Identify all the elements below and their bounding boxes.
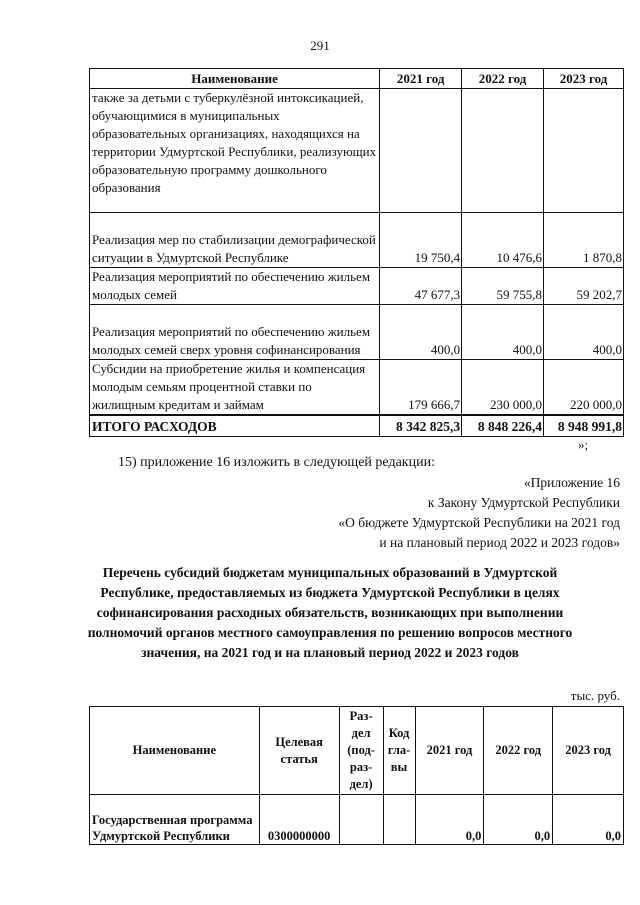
row-value-2023 bbox=[544, 89, 624, 213]
header-2023: 2023 год bbox=[544, 69, 624, 89]
row-value-2021: 47 677,3 bbox=[380, 268, 462, 305]
row-value-2021 bbox=[380, 89, 462, 213]
table-row bbox=[90, 268, 624, 305]
row-value-2023: 0,0 bbox=[553, 795, 624, 845]
units-label: тыс. руб. bbox=[570, 688, 620, 703]
total-2023: 8 948 991,8 bbox=[544, 415, 624, 436]
row-chapter-code bbox=[383, 795, 415, 845]
header-2022: 2022 год bbox=[462, 69, 544, 89]
document-heading: Перечень субсидий бюджетам муниципальных образований в Удмуртской Республике, предоставляемых из бюджета Удмуртской Республики в целях софинансирования расходных обязательств, возникающих при выполнении полномочий органов местного самоуправления по решению вопросов местного значения, на 2021 год и на плановый период 2022 и 2023 годов bbox=[87, 565, 573, 660]
appendix-line-1: «Приложение 16 bbox=[523, 475, 620, 490]
header-2023: 2023 год bbox=[553, 707, 624, 795]
table-header-row bbox=[90, 707, 624, 795]
header-2021: 2021 год bbox=[380, 69, 462, 89]
closing-quote: »; bbox=[578, 437, 589, 452]
row-section bbox=[339, 795, 383, 845]
table-row bbox=[90, 360, 624, 416]
row-target-article: 0300000000 bbox=[259, 795, 339, 845]
row-value-2023: 400,0 bbox=[544, 305, 624, 360]
row-value-2023: 1 870,8 bbox=[544, 213, 624, 268]
table-row bbox=[90, 213, 624, 268]
row-value-2022: 400,0 bbox=[462, 305, 544, 360]
row-value-2022: 230 000,0 bbox=[462, 360, 544, 416]
header-2021: 2021 год bbox=[415, 707, 484, 795]
header-2022: 2022 год bbox=[484, 707, 553, 795]
appendix-reference bbox=[338, 473, 620, 553]
header-section: Раз-дел (под-раз-дел) bbox=[339, 707, 383, 795]
row-value-2023: 220 000,0 bbox=[544, 360, 624, 416]
row-value-2023: 59 202,7 bbox=[544, 268, 624, 305]
row-name: также за детьми с туберкулёзной интоксикацией, обучающимися в муниципальных образовательных организациях, находящихся на территории Удмуртской Республики, реализующих образовательную программу дошкольного образования bbox=[90, 89, 380, 213]
row-name: Государственная программа Удмуртской Республики bbox=[90, 795, 260, 845]
appendix-line-3: «О бюджете Удмуртской Республики на 2021 год bbox=[338, 515, 620, 530]
row-name: Субсидии на приобретение жилья и компенсация молодым семьям процентной ставки по жилищным кредитам и займам bbox=[90, 360, 380, 416]
row-value-2022: 10 476,6 bbox=[462, 213, 544, 268]
header-name: Наименование bbox=[90, 707, 260, 795]
row-value-2021: 179 666,7 bbox=[380, 360, 462, 416]
total-2022: 8 848 226,4 bbox=[462, 415, 544, 436]
table-row bbox=[90, 89, 624, 213]
total-label: ИТОГО РАСХОДОВ bbox=[90, 415, 380, 436]
row-value-2022: 59 755,8 bbox=[462, 268, 544, 305]
header-target-article: Целевая статья bbox=[259, 707, 339, 795]
header-chapter-code: Код гла-вы bbox=[383, 707, 415, 795]
total-row bbox=[90, 415, 624, 436]
row-value-2021: 0,0 bbox=[415, 795, 484, 845]
page-number: 291 bbox=[310, 38, 330, 53]
row-value-2021: 400,0 bbox=[380, 305, 462, 360]
expenses-table bbox=[89, 68, 624, 437]
appendix-line-2: к Закону Удмуртской Республики bbox=[427, 495, 620, 510]
header-name: Наименование bbox=[90, 69, 380, 89]
appendix-line-4: и на плановый период 2022 и 2023 годов» bbox=[379, 535, 620, 550]
row-name: Реализация мероприятий по обеспечению жильем молодых семей сверх уровня софинансирования bbox=[90, 305, 380, 360]
row-value-2022 bbox=[462, 89, 544, 213]
subsidies-table bbox=[89, 706, 624, 845]
table-row bbox=[90, 305, 624, 360]
row-value-2021: 19 750,4 bbox=[380, 213, 462, 268]
row-name: Реализация мер по стабилизации демографической ситуации в Удмуртской Республике bbox=[90, 213, 380, 268]
row-name: Реализация мероприятий по обеспечению жильем молодых семей bbox=[90, 268, 380, 305]
table-header-row bbox=[90, 69, 624, 89]
total-2021: 8 342 825,3 bbox=[380, 415, 462, 436]
table-row bbox=[90, 795, 624, 845]
amendment-paragraph: 15) приложение 16 изложить в следующей редакции: bbox=[118, 455, 435, 470]
row-value-2022: 0,0 bbox=[484, 795, 553, 845]
